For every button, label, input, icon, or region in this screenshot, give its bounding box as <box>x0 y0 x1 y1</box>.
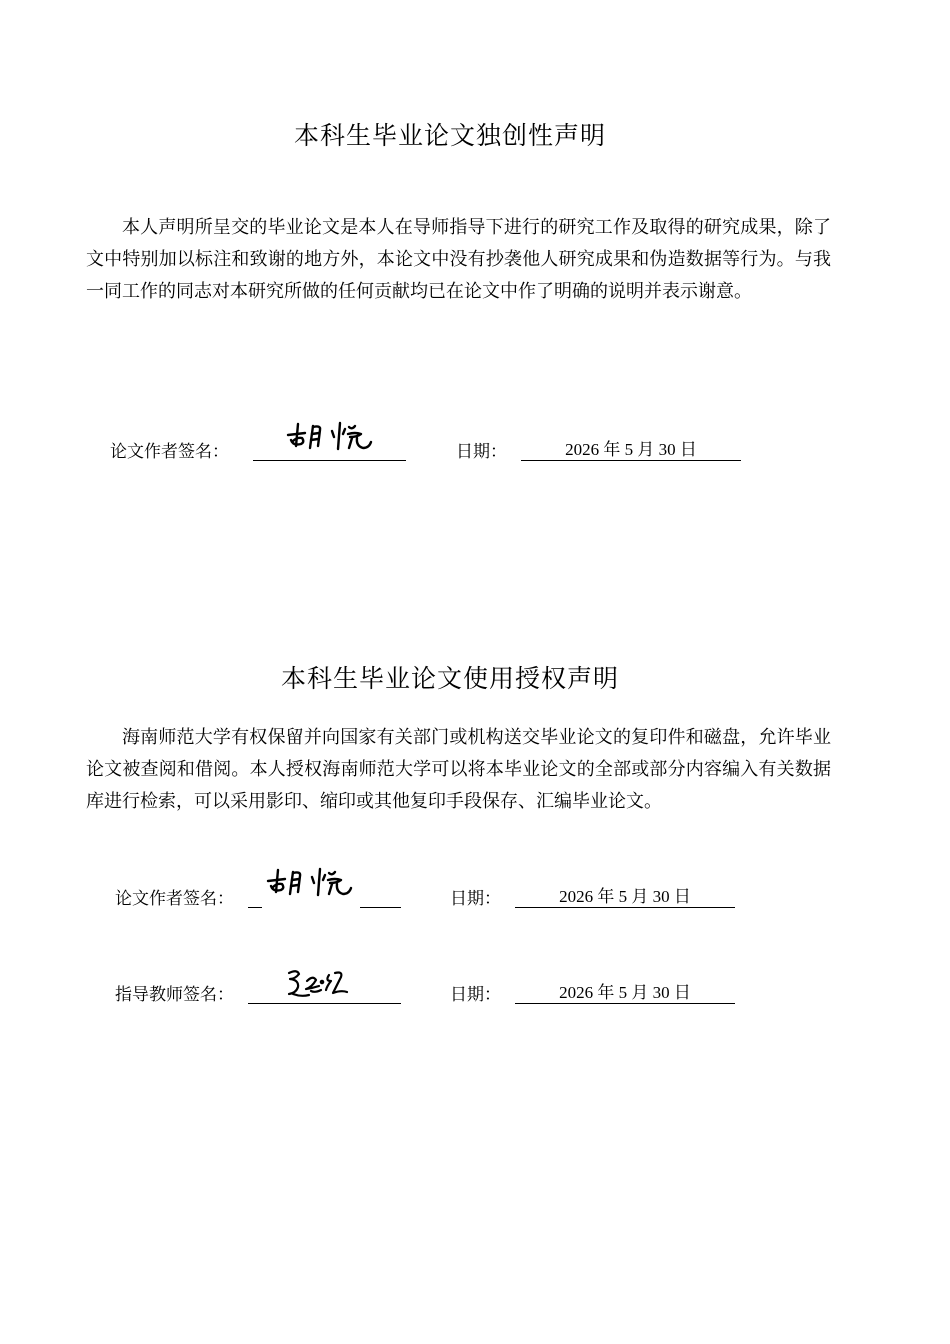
authorization-body: 海南师范大学有权保留并向国家有关部门或机构送交毕业论文的复印件和磁盘，允许毕业论文被查阅和借阅。本人授权海南师范大学可以将本毕业论文的全部或部分内容编入有关数据库进行检索，可以采用影印、缩印或其他复印手段保存、汇编毕业论文。 <box>86 727 831 812</box>
author-signature-line-2b <box>360 887 401 908</box>
author-signature-image <box>285 418 380 454</box>
originality-body: 本人声明所呈交的毕业论文是本人在导师指导下进行的研究工作及取得的研究成果，除了文中特别加以标注和致谢的地方外，本论文中没有抄袭他人研究成果和伪造数据等行为。与我一同工作的同志对本研究所做的任何贡献均已在论文中作了明确的说明并表示谢意。 <box>86 217 831 302</box>
author-signature-label: 论文作者签名： <box>110 442 229 462</box>
advisor-date-label: 日期： <box>450 985 501 1005</box>
author-date-label-2: 日期： <box>450 889 501 909</box>
author-signature-label-2: 论文作者签名： <box>115 889 234 909</box>
originality-date-label: 日期： <box>456 442 507 462</box>
advisor-date-value: 2026 年 5 月 30 日 <box>515 983 735 1004</box>
author-signature-line-2a <box>248 887 262 908</box>
author-signature-image-2 <box>265 864 360 900</box>
originality-date-value: 2026 年 5 月 30 日 <box>521 440 741 461</box>
originality-title: 本科生毕业论文独创性声明 <box>293 121 606 150</box>
authorization-title: 本科生毕业论文使用授权声明 <box>280 664 619 693</box>
advisor-signature-label: 指导教师签名： <box>115 985 234 1005</box>
author-date-value-2: 2026 年 5 月 30 日 <box>515 887 735 908</box>
advisor-signature-image <box>285 963 355 1003</box>
